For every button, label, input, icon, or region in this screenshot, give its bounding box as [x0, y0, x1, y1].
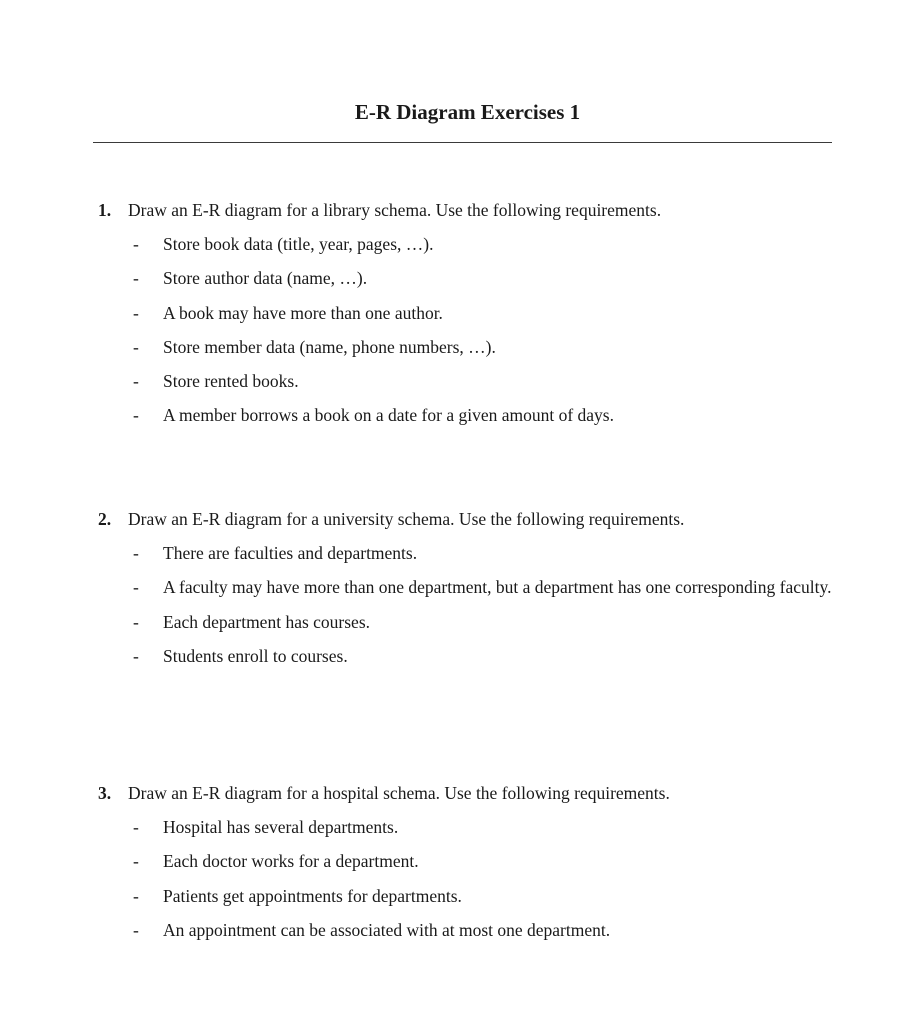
requirement-text: Students enroll to courses. [163, 645, 348, 666]
exercise-1 [0, 193, 901, 433]
requirement-text: A book may have more than one author. [163, 302, 443, 323]
exercise-prompt-text: Draw an E-R diagram for a library schema. Use the following requirements. [128, 200, 662, 220]
bullet-dash: - [133, 268, 139, 289]
requirement-item [0, 296, 901, 330]
requirement-item [0, 639, 901, 673]
bullet-dash: - [133, 611, 139, 632]
requirement-text: Each department has courses. [163, 611, 371, 632]
requirement-text: Store book data (title, year, pages, …). [163, 234, 434, 254]
requirement-text: A member borrows a book on a date for a given amount of days. [163, 405, 614, 426]
bullet-dash: - [133, 919, 139, 940]
bullet-dash: - [133, 851, 139, 872]
bullet-dash: - [133, 543, 139, 563]
requirement-item [0, 398, 901, 432]
exercise-prompt [0, 193, 901, 227]
exercise-prompt [0, 502, 901, 536]
requirement-item [0, 227, 901, 261]
exercise-number: 1. [98, 200, 112, 220]
requirement-text: Store member data (name, phone numbers, …). [163, 336, 496, 357]
bullet-dash: - [133, 234, 139, 254]
requirement-item [0, 810, 901, 844]
page-title: E-R Diagram Exercises 1 [354, 100, 581, 124]
requirement-item [0, 330, 901, 364]
exercise-prompt [0, 776, 901, 810]
requirement-item [0, 536, 901, 570]
requirement-item [0, 570, 901, 604]
exercise-prompt-text: Draw an E-R diagram for a university schema. Use the following requirements. [128, 509, 685, 529]
requirement-text: Store rented books. [163, 371, 299, 392]
requirement-text: Store author data (name, …). [163, 268, 368, 289]
exercise-3 [0, 776, 901, 947]
requirement-text: A faculty may have more than one department, but a department has one corresponding faculty. [163, 577, 832, 598]
exercise-number: 2. [98, 509, 112, 529]
requirement-text: Hospital has several departments. [163, 817, 399, 837]
requirement-text: Patients get appointments for departments. [163, 885, 462, 906]
exercise-number: 3. [98, 783, 112, 803]
bullet-dash: - [133, 645, 139, 666]
requirement-item [0, 844, 901, 878]
bullet-dash: - [133, 371, 139, 392]
bullet-dash: - [133, 336, 139, 357]
requirement-item [0, 879, 901, 913]
bullet-dash: - [133, 405, 139, 426]
exercise-2 [0, 502, 901, 673]
bullet-dash: - [133, 817, 139, 837]
bullet-dash: - [133, 577, 139, 598]
bullet-dash: - [133, 885, 139, 906]
bullet-dash: - [133, 302, 139, 323]
requirement-text: Each doctor works for a department. [163, 851, 419, 872]
requirement-text: An appointment can be associated with at most one department. [163, 919, 611, 940]
title-divider [93, 142, 832, 143]
requirement-text: There are faculties and departments. [163, 543, 418, 563]
exercise-prompt-text: Draw an E-R diagram for a hospital schema. Use the following requirements. [128, 783, 670, 803]
requirement-item [0, 364, 901, 398]
requirement-item [0, 261, 901, 295]
requirement-item [0, 913, 901, 947]
requirement-item [0, 605, 901, 639]
